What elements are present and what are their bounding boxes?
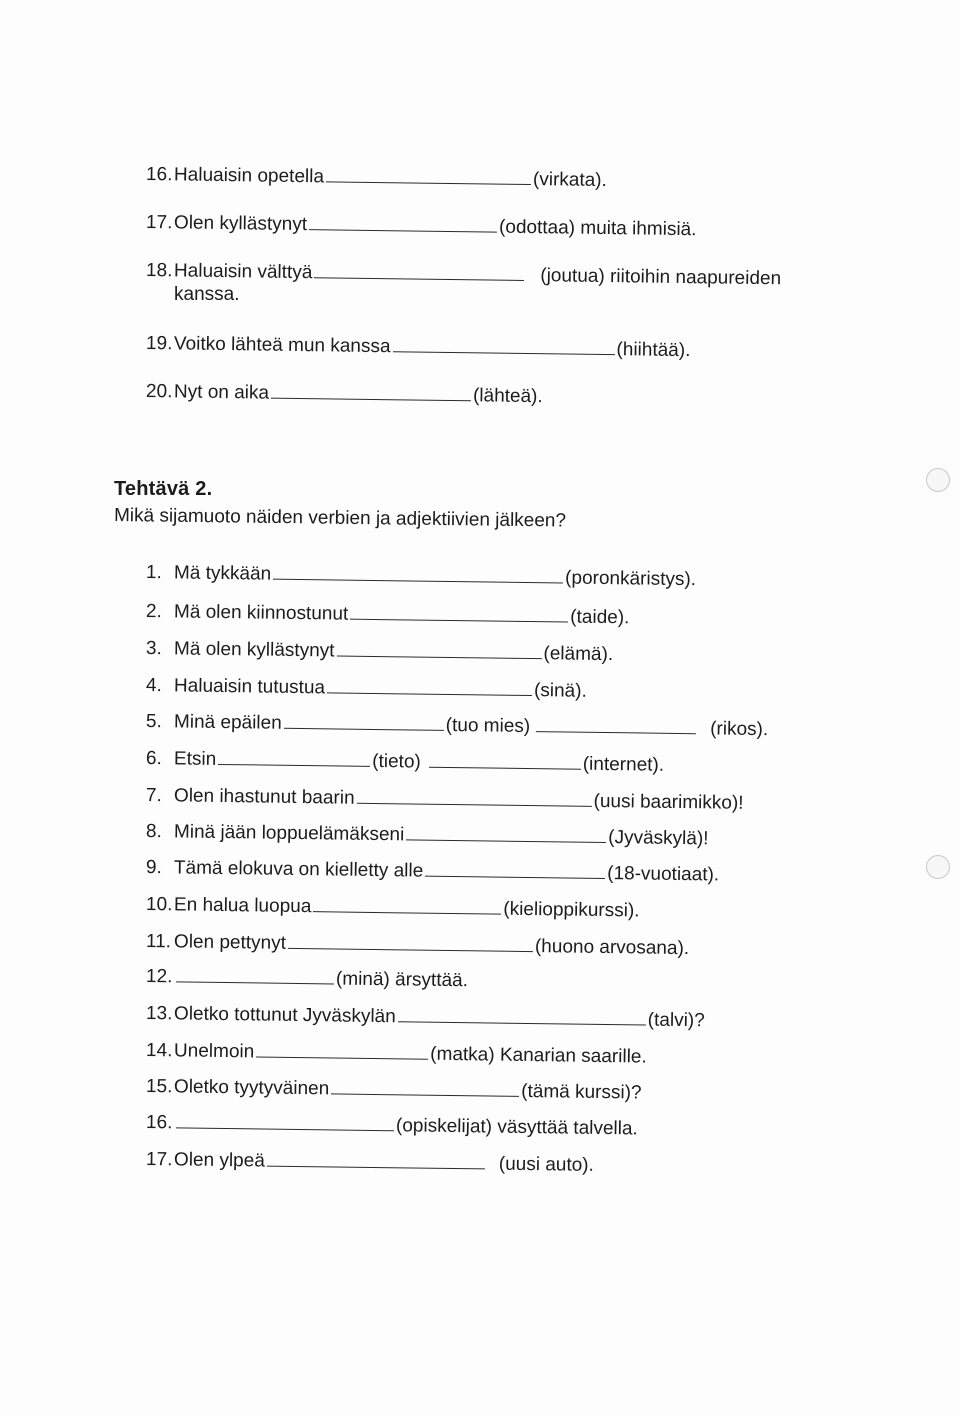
item-text: Olen ihastunut baarin bbox=[173, 785, 355, 809]
item-text: Haluaisin opetella bbox=[173, 164, 325, 188]
item-hint: (joutua) riitoihin naapureiden bbox=[540, 265, 782, 290]
item-number: 5. bbox=[145, 711, 163, 733]
item-text: Minä epäilen bbox=[173, 711, 282, 734]
item-number: 7. bbox=[145, 785, 163, 807]
answer-blank[interactable] bbox=[331, 1079, 519, 1096]
answer-blank[interactable] bbox=[536, 717, 696, 734]
item-text: Olen kyllästynyt bbox=[173, 212, 308, 236]
item-hint: (minä) ärsyttää. bbox=[335, 968, 469, 992]
item-hint: (talvi)? bbox=[647, 1009, 705, 1032]
item-text: Mä olen kiinnostunut bbox=[173, 601, 349, 625]
item-number: 16. bbox=[145, 1112, 173, 1134]
exercise-item bbox=[146, 260, 781, 290]
item-hint: (internet). bbox=[582, 753, 665, 776]
item-number: 14. bbox=[145, 1040, 173, 1062]
answer-blank[interactable] bbox=[327, 678, 532, 696]
item-number: 20. bbox=[145, 381, 173, 403]
item-hint: (elämä). bbox=[543, 643, 614, 666]
item-number: 12. bbox=[145, 966, 173, 988]
answer-blank[interactable] bbox=[314, 263, 524, 281]
item-number: 13. bbox=[145, 1003, 173, 1025]
item-hint: (lähteä). bbox=[472, 385, 543, 408]
item-number: 17. bbox=[145, 212, 173, 234]
answer-blank[interactable] bbox=[392, 337, 614, 355]
item-text: Voitko lähteä mun kanssa bbox=[173, 333, 391, 358]
item-text: Oletko tottunut Jyväskylän bbox=[173, 1003, 396, 1028]
item-hint: (18-vuotiaat). bbox=[607, 863, 720, 886]
item-text: Oletko tyytyväinen bbox=[173, 1076, 330, 1100]
item-number: 16. bbox=[145, 164, 173, 186]
item-hint: (matka) Kanarian saarille. bbox=[430, 1043, 647, 1068]
item-text: En halua luopua bbox=[173, 894, 312, 918]
exercise-item bbox=[146, 1003, 705, 1032]
exercise-item bbox=[146, 857, 719, 887]
exercise-item bbox=[146, 333, 691, 362]
answer-blank[interactable] bbox=[267, 1152, 485, 1170]
item-continuation: kanssa. bbox=[174, 284, 240, 305]
item-hint: (taide). bbox=[570, 606, 630, 629]
answer-blank[interactable] bbox=[313, 897, 501, 914]
exercise-item bbox=[146, 785, 744, 815]
item-hint: (rikos). bbox=[710, 718, 769, 741]
item-number: 1. bbox=[145, 562, 163, 584]
answer-blank[interactable] bbox=[218, 750, 370, 767]
item-number: 11. bbox=[145, 931, 172, 953]
exercise-item bbox=[146, 748, 664, 777]
item-hint: (uusi auto). bbox=[498, 1153, 594, 1176]
item-text: Mä olen kyllästynyt bbox=[173, 638, 335, 662]
item-number: 10. bbox=[145, 894, 173, 916]
answer-blank[interactable] bbox=[406, 825, 606, 843]
item-text: Mä tykkään bbox=[173, 562, 272, 585]
answer-blank[interactable] bbox=[176, 967, 334, 984]
exercise-item bbox=[146, 966, 468, 992]
exercise-item bbox=[146, 212, 697, 241]
exercise-item bbox=[146, 638, 613, 666]
item-hint: (Jyväskylä)! bbox=[608, 827, 709, 850]
item-hint: (kielioppikurssi). bbox=[503, 898, 640, 922]
item-text: Unelmoin bbox=[173, 1040, 255, 1063]
exercise-item bbox=[146, 894, 640, 922]
punch-hole bbox=[926, 855, 950, 879]
exercise-item bbox=[146, 1040, 647, 1069]
exercise-item bbox=[146, 821, 709, 850]
item-number: 15. bbox=[145, 1076, 173, 1098]
item-text: Nyt on aika bbox=[173, 381, 270, 404]
item-number: 2. bbox=[145, 601, 163, 623]
item-number: 19. bbox=[145, 333, 173, 355]
punch-hole bbox=[926, 468, 950, 492]
item-hint: (sinä). bbox=[533, 680, 587, 702]
item-text: Olen pettynyt bbox=[173, 931, 287, 954]
answer-blank[interactable] bbox=[398, 1007, 646, 1025]
exercise-item bbox=[146, 1112, 638, 1140]
item-number: 18. bbox=[145, 260, 173, 282]
item-text: Olen ylpeä bbox=[173, 1149, 265, 1172]
item-text: Etsin bbox=[173, 748, 217, 770]
item-number: 6. bbox=[145, 748, 163, 770]
item-hint: (opiskelijat) väsyttää talvella. bbox=[395, 1115, 638, 1140]
item-number: 17. bbox=[145, 1149, 173, 1171]
exercise-item bbox=[146, 601, 630, 629]
task-question: Mikä sijamuoto näiden verbien ja adjektiivien jälkeen? bbox=[113, 505, 567, 532]
item-hint: (tuo mies) bbox=[445, 714, 531, 738]
answer-blank[interactable] bbox=[288, 934, 533, 952]
answer-blank[interactable] bbox=[176, 1113, 394, 1131]
item-text: Haluaisin tutustua bbox=[173, 675, 326, 699]
exercise-item bbox=[146, 1149, 594, 1177]
task-title: Tehtävä 2. bbox=[114, 478, 213, 500]
answer-blank[interactable] bbox=[326, 167, 531, 185]
answer-blank[interactable] bbox=[273, 565, 563, 584]
item-number: 8. bbox=[145, 821, 163, 843]
answer-blank[interactable] bbox=[271, 384, 471, 402]
exercise-item bbox=[146, 562, 696, 591]
answer-blank[interactable] bbox=[350, 605, 568, 623]
answer-blank[interactable] bbox=[425, 862, 605, 879]
item-hint: (uusi baarimikko)! bbox=[593, 790, 744, 814]
item-hint: (virkata). bbox=[532, 169, 608, 192]
answer-blank[interactable] bbox=[256, 1042, 428, 1059]
item-hint: (huono arvosana). bbox=[534, 936, 690, 960]
item-hint: (tämä kurssi)? bbox=[521, 1080, 642, 1104]
exercise-item bbox=[146, 711, 769, 741]
item-number: 3. bbox=[145, 638, 163, 660]
answer-blank[interactable] bbox=[357, 789, 592, 807]
answer-blank[interactable] bbox=[284, 714, 444, 731]
exercise-item bbox=[146, 675, 587, 703]
exercise-item bbox=[146, 1076, 642, 1104]
answer-blank[interactable] bbox=[309, 215, 497, 232]
item-number: 9. bbox=[145, 857, 163, 879]
item-text: Haluaisin välttyä bbox=[173, 260, 313, 284]
answer-blank[interactable] bbox=[336, 641, 541, 659]
item-text: Minä jään loppuelämäkseni bbox=[173, 821, 405, 846]
exercise-item bbox=[146, 931, 689, 960]
exercise-item bbox=[146, 381, 543, 408]
item-text: Tämä elokuva on kielletty alle bbox=[173, 857, 424, 882]
item-hint: (tieto) bbox=[372, 750, 421, 773]
item-number: 4. bbox=[145, 675, 163, 697]
item-hint: (hiihtää). bbox=[616, 339, 691, 362]
item-hint: (poronkäristys). bbox=[564, 567, 697, 591]
exercise-item bbox=[146, 164, 607, 192]
answer-blank[interactable] bbox=[429, 753, 581, 770]
item-hint: (odottaa) muita ihmisiä. bbox=[498, 216, 697, 241]
